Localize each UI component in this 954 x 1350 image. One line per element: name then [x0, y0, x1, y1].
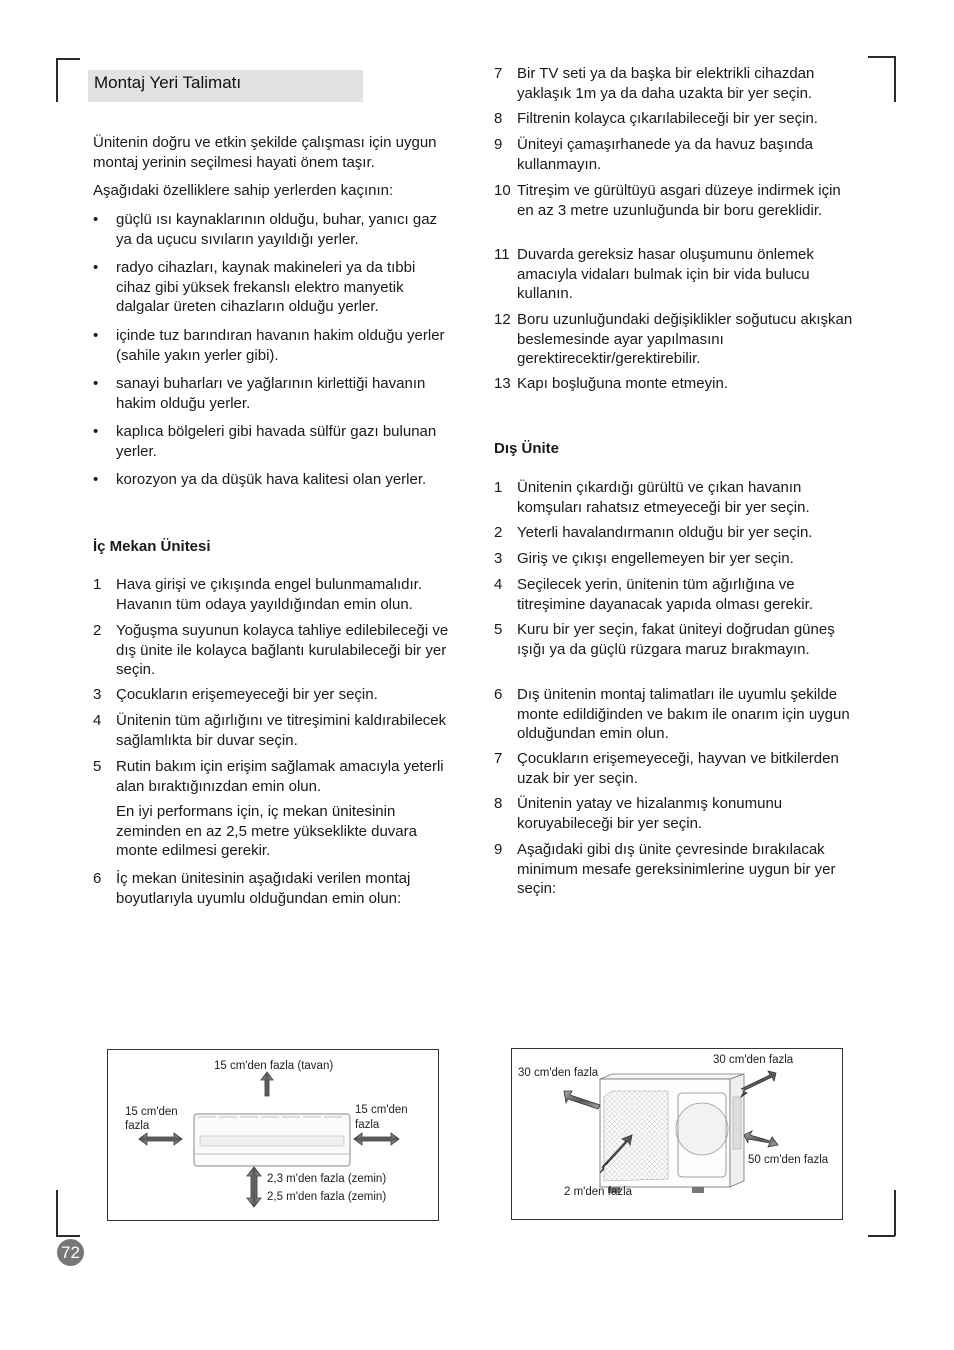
floor-clearance-label: 2,3 m'den fazla (zemin)	[267, 1173, 387, 1185]
item-number: 7	[494, 65, 503, 82]
bullet: •	[93, 471, 99, 488]
item-text: Rutin bakım için erişim sağlamak amacıyla yeterli alan bıraktığınızdan emin olun.	[116, 758, 444, 795]
item-text: Ünitenin tüm ağırlığını ve titreşimini kaldırabilecek sağlamlıkta bir duvar seçin.	[116, 712, 447, 749]
bullet: •	[93, 423, 99, 440]
item-text: Filtrenin kolayca çıkarılabileceği bir yer seçin.	[517, 110, 818, 127]
page-title: Montaj Yeri Talimatı	[94, 73, 242, 92]
arrow-icon	[744, 1131, 778, 1147]
item-text: Titreşim ve gürültüyü asgari düzeye indirmek için en az 3 metre uzunluğunda bir boru gereklidir.	[517, 182, 841, 219]
bullet-text: korozyon ya da düşük hava kalitesi olan yerler.	[116, 471, 427, 488]
item-text: İç mekan ünitesinin aşağıdaki verilen montaj boyutlarıyla uyumlu olduğundan emin olun:	[116, 870, 411, 907]
outdoor-heading: Dış Ünite	[494, 440, 560, 457]
crop-mark	[868, 56, 895, 58]
top-clearance-label: 30 cm'den fazla	[713, 1054, 794, 1066]
indoor-clearance-diagram	[107, 1049, 439, 1221]
rear-clearance-label: 30 cm'den fazla	[518, 1067, 599, 1079]
item-number: 7	[494, 750, 503, 767]
indoor-heading: İç Mekan Ünitesi	[93, 538, 211, 555]
item-number: 4	[494, 576, 503, 593]
item-text: Ünitenin yatay ve hizalanmış konumunu koruyabileceği bir yer seçin.	[517, 795, 783, 832]
item-text: Seçilecek yerin, ünitenin tüm ağırlığına ve titreşimine dayanacak yapıda olması gerekir.	[517, 576, 813, 613]
item-text: Kapı boşluğuna monte etmeyin.	[517, 375, 728, 392]
arrow-up-down-icon	[247, 1167, 261, 1207]
front-clearance-label: 2 m'den fazla	[564, 1186, 633, 1198]
item-text: Hava girişi ve çıkışında engel bulunmamalıdır. Havanın tüm odaya yayıldığından emin olun.	[116, 576, 422, 613]
crop-mark	[56, 58, 58, 102]
item-number: 6	[494, 686, 503, 703]
crop-mark	[56, 1190, 58, 1236]
item-number: 3	[93, 686, 102, 703]
arrow-icon	[741, 1071, 776, 1097]
crop-mark	[56, 58, 80, 60]
item-text: Yoğuşma suyunun kolayca tahliye edilebileceği ve dış ünite ile kolayca bağlantı kurulabileceği bir yer seçin.	[116, 622, 449, 678]
item-number: 1	[494, 479, 503, 496]
item-number: 9	[494, 136, 503, 153]
item-number: 2	[93, 622, 102, 639]
arrow-left-right-icon	[139, 1133, 182, 1145]
bullet: •	[93, 259, 99, 276]
item-text: Yeterli havalandırmanın olduğu bir yer seçin.	[517, 524, 813, 541]
outdoor-clearance-diagram	[511, 1048, 843, 1220]
item-text: Ünitenin çıkardığı gürültü ve çıkan havanın komşuları rahatsız etmeyeceği bir yer seçin.	[517, 479, 810, 516]
right-clearance-label: 15 cm'den	[355, 1104, 408, 1116]
side-clearance-label: 50 cm'den fazla	[748, 1154, 829, 1166]
crop-mark	[894, 1190, 896, 1236]
intro-paragraph	[93, 133, 453, 172]
item-number: 9	[494, 841, 503, 858]
item-number: 1	[93, 576, 102, 593]
item-number: 5	[494, 621, 503, 638]
item-text: Duvarda gereksiz hasar oluşumunu önlemek amacıyla vidaları bulmak için bir vida bulucu kullanın.	[517, 246, 814, 302]
bullet: •	[93, 327, 99, 344]
crop-mark	[868, 1235, 895, 1237]
floor-clearance-label: 2,5 m'den fazla (zemin)	[267, 1191, 387, 1203]
item-text: Çocukların erişemeyeceği bir yer seçin.	[116, 686, 378, 703]
item-number: 11	[494, 246, 510, 263]
avoid-lead-text: Aşağıdaki özelliklere sahip yerlerden kaçının:	[93, 182, 394, 199]
left-clearance-label: 15 cm'den	[125, 1106, 178, 1118]
item-text: En iyi performans için, iç mekan ünitesinin zeminden en az 2,5 metre yükseklikte duvara monte edilmesi gerekir.	[116, 803, 417, 859]
intro-text: Ünitenin doğru ve etkin şekilde çalışması için uygun montaj yerinin seçilmesi hayati önem taşır.	[93, 134, 437, 171]
bullet-text: radyo cihazları, kaynak makineleri ya da tıbbi cihaz gibi yüksek frekanslı elektro manyetik dalgalar üreten cihazların olduğu yerler.	[116, 259, 416, 315]
item-text: Çocukların erişemeyeceği, hayvan ve bitkilerden uzak bir yer seçin.	[517, 750, 839, 787]
item-number: 12	[494, 311, 511, 328]
item-text: Boru uzunluğundaki değişiklikler soğutucu akışkan beslemesinde ayar yapılmasını gerektirecektir/gerektirebilir.	[517, 311, 853, 367]
item-number: 8	[494, 795, 503, 812]
page-number: 72	[57, 1239, 84, 1266]
bullet: •	[93, 211, 99, 228]
bullet-text: kaplıca bölgeleri gibi havada sülfür gazı bulunan yerler.	[116, 423, 437, 460]
item-number: 8	[494, 110, 503, 127]
crop-mark	[56, 1235, 80, 1237]
arrow-icon	[564, 1091, 600, 1109]
item-text: Giriş ve çıkışı engellemeyen bir yer seçin.	[517, 550, 794, 567]
arrow-left-right-icon	[354, 1133, 399, 1145]
right-clearance-label: fazla	[355, 1119, 380, 1131]
bullet: •	[93, 375, 99, 392]
item-text: Kuru bir yer seçin, fakat üniteyi doğrudan güneş ışığı ya da güçlü rüzgara maruz bırakmayın.	[517, 621, 835, 658]
item-number: 4	[93, 712, 102, 729]
item-text: Dış ünitenin montaj talimatları ile uyumlu şekilde monte edildiğinden ve bakım ile onarım için uygun olduğundan emin olun.	[517, 686, 850, 742]
item-text: Üniteyi çamaşırhanede ya da havuz başında kullanmayın.	[517, 136, 814, 173]
bullet-text: güçlü ısı kaynaklarının olduğu, buhar, yanıcı gaz ya da uçucu sıvıların yayıldığı yerler.	[116, 211, 438, 248]
item-number: 2	[494, 524, 503, 541]
item-number: 5	[93, 758, 102, 775]
item-number: 13	[494, 375, 511, 392]
left-clearance-label: fazla	[125, 1120, 150, 1132]
item-text: Bir TV seti ya da başka bir elektrikli cihazdan yaklaşık 1m ya da daha uzakta bir yer seçin.	[517, 65, 815, 102]
item-number: 10	[494, 182, 511, 199]
item-number: 3	[494, 550, 503, 567]
item-text: Aşağıdaki gibi dış ünite çevresinde bırakılacak minimum mesafe gereksinimlerine uygun bir yer seçin:	[517, 841, 836, 897]
avoid-lead	[93, 181, 453, 201]
bullet-text: sanayi buharları ve yağlarının kirlettiği havanın hakim olduğu yerler.	[116, 375, 426, 412]
arrow-up-icon	[261, 1072, 273, 1096]
section-title-bar	[88, 70, 363, 102]
bullet-text: içinde tuz barındıran havanın hakim olduğu yerler (sahile yakın yerler gibi).	[116, 327, 445, 364]
item-number: 6	[93, 870, 102, 887]
crop-mark	[894, 56, 896, 102]
ceiling-clearance-label: 15 cm'den fazla (tavan)	[214, 1060, 334, 1072]
